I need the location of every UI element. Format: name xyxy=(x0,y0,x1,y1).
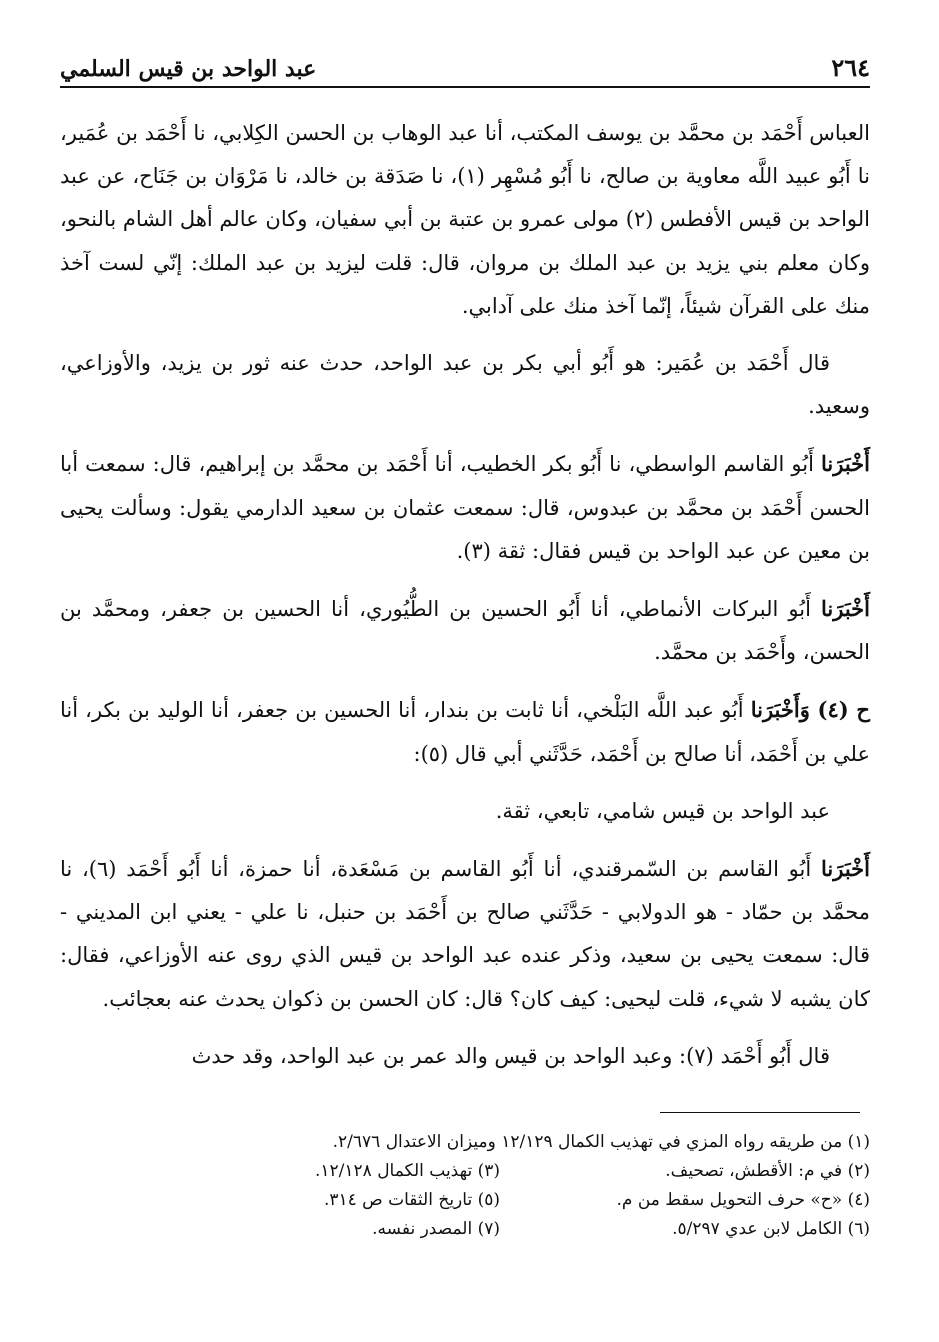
paragraph-text: العباس أَحْمَد بن محمَّد بن يوسف المكتب، أنا عبد الوهاب بن الحسن الكِلابي، نا أَحْمَد بن عُمَير، نا أَبُو عبيد اللَّه معاوية بن صالح، نا أَبُو مُسْهِر (١)، نا صَدَقة بن خالد، نا مَرْوَان بن جَنَاح، عن عبد الواحد بن قيس الأفطس (٢) مولى عمرو بن عتبة بن أبي سفيان، وكان عالم أهل الشام بالنحو، وكان معلم بني يزيد بن عبد الملك بن مروان، قال: قلت ليزيد بن عبد الملك: إنّي لست آخذ منك على القرآن شيئاً، إنّما آخذ منك على آدابي. xyxy=(60,121,870,318)
footnote-row xyxy=(160,1215,870,1244)
paragraph-text: أَبُو البركات الأنماطي، أنا أَبُو الحسين بن الطُّيُوري، أنا الحسين بن جعفر، ومحمَّد بن الحسن، وأَحْمَد بن محمَّد. xyxy=(60,597,870,665)
paragraph-lead: أَخْبَرَنا xyxy=(821,596,870,622)
paragraph-text: قال أَحْمَد بن عُمَير: هو أَبُو أبي بكر بن عبد الواحد، حدث عنه ثور بن يزيد، والأوزاعي، وسعيد. xyxy=(60,351,870,419)
paragraph-text: أَبُو القاسم بن السّمرقندي، أنا أَبُو القاسم بن مَسْعَدة، أنا حمزة، أنا أَبُو أَحْمَد (٦)، نا محمَّد بن حمّاد - هو الدولابي - حَدَّثَني صالح بن أَحْمَد بن حنبل، نا علي - يعني ابن المديني - قال: سمعت يحيى بن سعيد، وذكر عنده عبد الواحد بن قيس الذي روى عنه الأوزاعي، فقال: كان يشبه لا شيء، قلت ليحيى: كيف كان؟ قال: كان الحسن بن ذكوان يحدث عنه بعجائب. xyxy=(60,857,870,1011)
paragraph xyxy=(60,688,870,775)
footnote-divider xyxy=(660,1112,860,1113)
paragraph-text: عبد الواحد بن قيس شامي، تابعي، ثقة. xyxy=(495,798,830,823)
paragraph xyxy=(60,1035,870,1078)
paragraph xyxy=(60,342,870,428)
page-header xyxy=(60,48,870,88)
footnote-row xyxy=(160,1186,870,1215)
paragraph xyxy=(60,442,870,573)
footnote-4: (٤) «ح» حرف التحويل سقط من م. xyxy=(616,1190,870,1210)
paragraph-lead: أَخْبَرَنا xyxy=(821,451,870,477)
paragraph-text: أَبُو القاسم الواسطي، نا أَبُو بكر الخطيب، أنا أَحْمَد بن محمَّد بن إبراهيم، قال: سمعت أبا الحسن أَحْمَد بن محمَّد بن عبدوس، قال: سمعت عثمان بن سعيد الدارمي يقول: وسألت يحيى بن معين عن عبد الواحد بن قيس فقال: ثقة (٣). xyxy=(60,452,870,563)
footnote-3: (٣) تهذيب الكمال ١٢/١٢٨. xyxy=(315,1161,500,1181)
paragraph-text: قال أَبُو أَحْمَد (٧): وعبد الواحد بن قيس والد عمر بن عبد الواحد، وقد حدث xyxy=(191,1043,830,1068)
running-title: عبد الواحد بن قيس السلمي xyxy=(60,56,317,82)
paragraph xyxy=(60,587,870,674)
footnote-row xyxy=(160,1128,870,1157)
paragraph-lead: أَخْبَرَنا xyxy=(821,856,870,882)
paragraph-text: أَبُو عبد اللَّه البَلْخي، أنا ثابت بن بندار، أنا الحسين بن جعفر، أنا الوليد بن بكر، أنا علي بن أَحْمَد، أنا صالح بن أَحْمَد، حَدَّثَني أبي قال (٥): xyxy=(60,698,870,766)
footnote-6: (٦) الكامل لابن عدي ٥/٢٩٧. xyxy=(672,1219,870,1239)
paragraph-lead: ح (٤) وَأَخْبَرَنا xyxy=(750,697,870,723)
footnote-5: (٥) تاريخ الثقات ص ٣١٤. xyxy=(323,1190,500,1210)
page-number: ٢٦٤ xyxy=(831,53,870,82)
paragraph xyxy=(60,847,870,1021)
main-text xyxy=(60,112,870,1078)
footnote-row xyxy=(160,1157,870,1186)
paragraph xyxy=(60,112,870,328)
paragraph xyxy=(60,790,870,833)
footnotes xyxy=(160,1128,870,1244)
footnote-7: (٧) المصدر نفسه. xyxy=(372,1219,500,1239)
footnote-1: (١) من طريقه رواه المزي في تهذيب الكمال ١٢/١٢٩ وميزان الاعتدال ٢/٦٧٦. xyxy=(332,1132,870,1152)
footnote-2: (٢) في م: الأقطش، تصحيف. xyxy=(665,1161,870,1181)
